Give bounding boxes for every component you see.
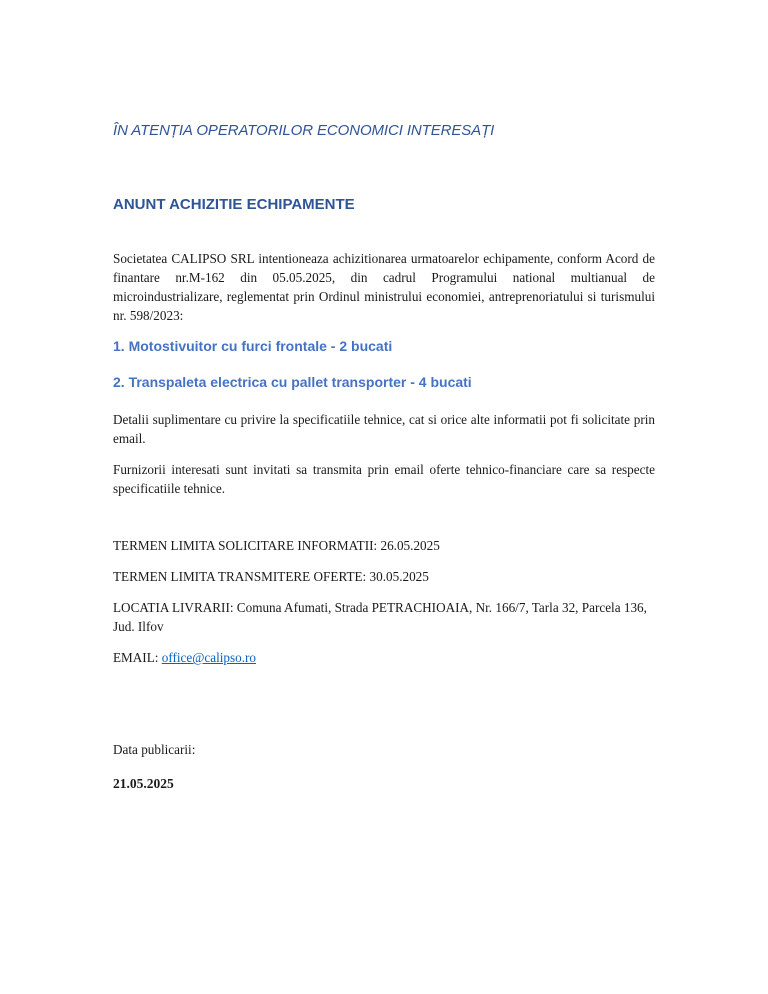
details-paragraph: Detalii suplimentare cu privire la specificatiile tehnice, cat si orice alte informatii pot fi solicitate prin email. [113, 412, 655, 446]
email-label: EMAIL: [113, 650, 162, 665]
deadline-information-requests: TERMEN LIMITA SOLICITARE INFORMATII: 26.05.2025 [113, 538, 440, 553]
equipment-item-1: 1. Motostivuitor cu furci frontale - 2 bucati [113, 338, 393, 354]
attention-heading: ÎN ATENȚIA OPERATORILOR ECONOMICI INTERESAȚI [113, 122, 495, 139]
suppliers-paragraph: Furnizorii interesati sunt invitati sa transmita prin email oferte tehnico-financiare care sa respecte specificatiile tehnice. [113, 462, 655, 496]
publication-date: 21.05.2025 [113, 776, 174, 791]
intro-paragraph: Societatea CALIPSO SRL intentioneaza achizitionarea urmatoarelor echipamente, conform Acord de finantare nr.M-162 din 05.05.2025, din cadrul Programului national multianual de microindustrializare, reglementat prin Ordinul ministrului economiei, antreprenoriatului si turismului nr. 598/2023: [113, 251, 655, 323]
email-link[interactable]: office@calipso.ro [161, 650, 257, 665]
equipment-item-2: 2. Transpaleta electrica cu pallet transporter - 4 bucati [113, 374, 472, 390]
publication-date-label: Data publicarii: [113, 742, 196, 757]
notice-title: ANUNT ACHIZITIE ECHIPAMENTE [113, 196, 355, 213]
email-line [113, 648, 655, 667]
deadline-offers-submission: TERMEN LIMITA TRANSMITERE OFERTE: 30.05.2025 [113, 569, 429, 584]
delivery-location: LOCATIA LIVRARII: Comuna Afumati, Strada PETRACHIOAIA, Nr. 166/7, Tarla 32, Parcela 136, Jud. Ilfov [113, 600, 647, 634]
